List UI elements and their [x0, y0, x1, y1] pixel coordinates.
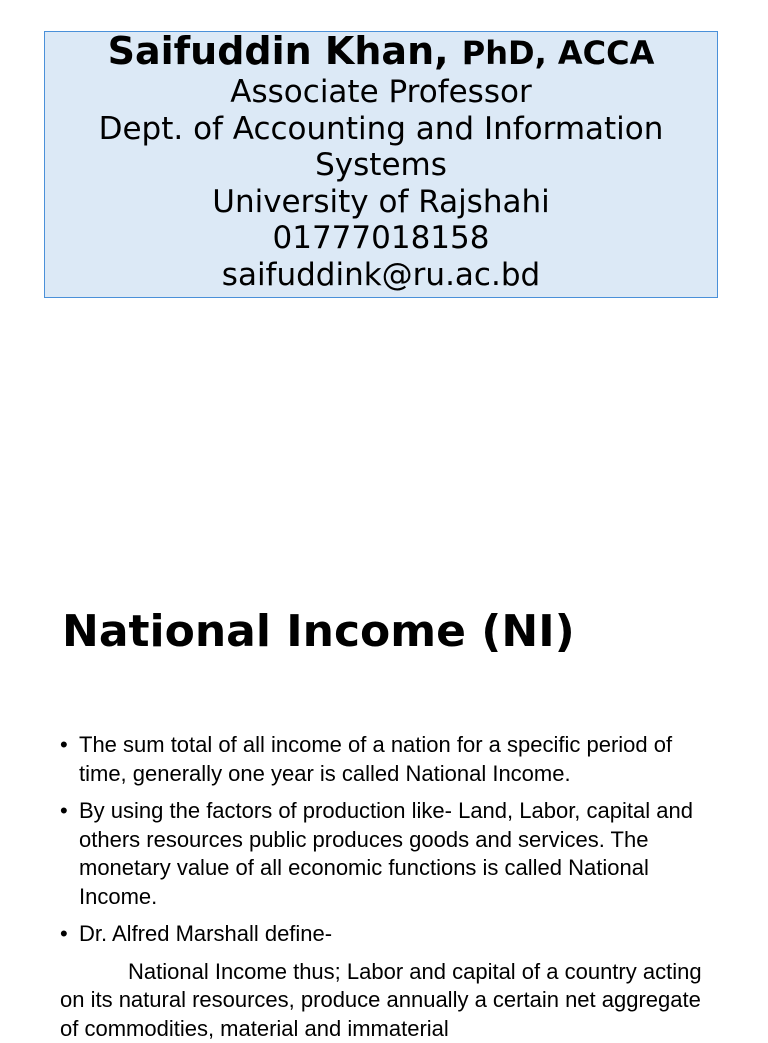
bullet-list [60, 731, 720, 949]
author-credentials: PhD, ACCA [462, 34, 655, 72]
marshall-definition-quote: National Income thus; Labor and capital of a country acting on its natural resources, produce annually a certain net aggregate of commodities, material and immaterial [60, 958, 720, 1043]
list-item [60, 920, 720, 949]
author-name: Saifuddin Khan, [108, 29, 449, 73]
list-item [60, 797, 720, 911]
bullet-icon: • [60, 731, 68, 760]
bullet-icon: • [60, 797, 68, 826]
author-department: Dept. of Accounting and Information Systems [45, 111, 717, 184]
author-info-box [44, 31, 718, 298]
author-university: University of Rajshahi [45, 184, 717, 221]
bullet-text: By using the factors of production like- Land, Labor, capital and others resources public produces goods and services. The monetary value of all economic functions is called National Income. [79, 798, 693, 909]
slide-title: National Income (NI) [62, 604, 575, 660]
list-item [60, 731, 720, 788]
author-phone: 01777018158 [45, 220, 717, 257]
author-email: saifuddink@ru.ac.bd [45, 257, 717, 294]
bullet-text: The sum total of all income of a nation for a specific period of time, generally one year is called National Income. [79, 732, 672, 786]
author-name-line [45, 30, 717, 74]
author-title: Associate Professor [45, 74, 717, 111]
bullet-text: Dr. Alfred Marshall define- [79, 921, 332, 946]
slide-content [60, 731, 720, 1043]
bullet-icon: • [60, 920, 68, 949]
